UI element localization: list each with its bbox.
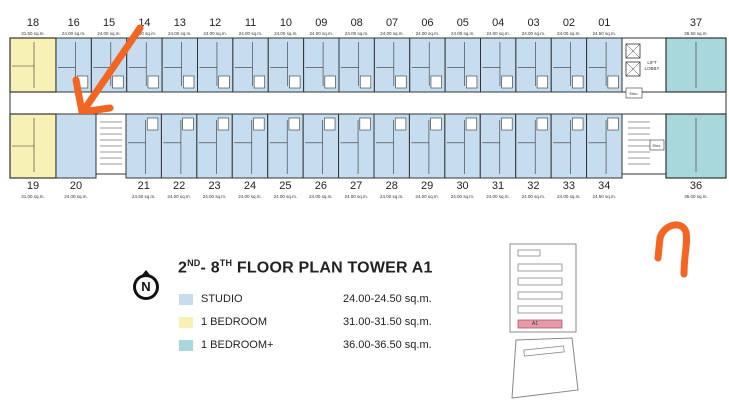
bathroom (289, 118, 300, 130)
unit-area: 24.00 sq.m. (415, 194, 439, 199)
title-sup-1: ND (187, 258, 201, 268)
legend-area-1-bedroom: 31.00-31.50 sq.m. (343, 316, 432, 328)
unit-area: 24.00 sq.m. (274, 31, 298, 36)
bathroom (360, 76, 371, 88)
bathroom (254, 76, 265, 88)
unit-area: 24.00 sq.m. (168, 31, 192, 36)
unit-area: 24.00 sq.m. (344, 31, 369, 36)
legend-area-1-bedroom-plus: 36.00-36.50 sq.m. (343, 339, 432, 351)
legend-swatch-studio (179, 294, 193, 305)
unit-number: 02 (562, 17, 576, 29)
bathroom (502, 118, 513, 130)
unit-area: 24.00 sq.m. (238, 31, 263, 36)
unit-number: 30 (456, 180, 469, 192)
unit-number: 37 (689, 17, 703, 29)
unit-area: 24.00 sq.m. (451, 31, 475, 36)
legend-swatch-1-bedroom-plus (179, 340, 193, 351)
bathroom (537, 118, 548, 130)
unit-area: 24.00 sq.m. (521, 31, 546, 36)
bathroom (466, 76, 477, 88)
unit-area: 24.00 sq.m. (450, 194, 475, 199)
unit-number: 15 (102, 17, 116, 29)
unit-area: 31.00 sq.m. (21, 194, 45, 199)
unit-area: 24.00 sq.m. (344, 194, 369, 199)
unit-number: 32 (527, 180, 540, 192)
unit-area: 24.00 sq.m. (202, 194, 227, 199)
bathroom (572, 76, 583, 88)
legend-swatch-1-bedroom (179, 317, 193, 328)
unit-area: 24.00 sq.m. (309, 194, 333, 199)
unit-number: 05 (456, 17, 469, 29)
unit-number: 21 (137, 180, 150, 192)
legend-area-studio: 24.00-24.50 sq.m. (343, 293, 432, 305)
unit-number: 20 (69, 180, 83, 192)
site-key-plan (498, 240, 598, 400)
bathroom (395, 118, 406, 130)
north-label: N (141, 279, 151, 294)
unit-area: 24.00 sq.m. (557, 31, 581, 36)
unit-number: 10 (279, 17, 293, 29)
annotation-mark-icon (648, 214, 698, 284)
unit-number: 36 (689, 180, 703, 192)
unit-number: 12 (209, 17, 222, 29)
unit-area: 24.00 sq.m. (521, 194, 546, 199)
unit-number: 11 (244, 17, 257, 29)
unit-area: 24.00 sq.m. (61, 31, 86, 36)
bathroom (431, 76, 442, 88)
bathroom (360, 118, 371, 130)
bathroom (431, 118, 442, 130)
unit-number: 01 (598, 17, 611, 29)
bathroom (148, 76, 159, 88)
unit-area: 36.50 sq.m. (684, 31, 708, 36)
lift-label: LIFT (647, 60, 657, 65)
unit-area: 24.00 sq.m. (97, 31, 121, 36)
unit-area: 24.00 sq.m. (132, 31, 157, 36)
unit-area: 24.00 sq.m. (380, 31, 404, 36)
unit-area: 24.00 sq.m. (203, 31, 227, 36)
unit-number: 16 (67, 17, 80, 29)
unit-20 (56, 114, 96, 178)
unit-number: 09 (315, 17, 328, 29)
unit-number: 23 (208, 180, 221, 192)
bathroom (218, 118, 229, 130)
unit-number: 27 (350, 180, 363, 192)
elec-label-2: Elec. (652, 143, 662, 148)
unit-number: 07 (385, 17, 399, 29)
bathroom (608, 76, 619, 88)
unit-area: 24.50 sq.m. (131, 194, 156, 199)
unit-area: 24.00 sq.m. (379, 194, 404, 199)
site-key-highlight-a1 (518, 320, 562, 328)
unit-area: 31.50 sq.m. (21, 31, 45, 36)
site-key-a1-label: A1 (532, 321, 539, 327)
unit-area: 36.00 sq.m. (684, 194, 708, 199)
bathroom (396, 76, 407, 88)
unit-18 (10, 38, 56, 92)
bathroom (183, 118, 194, 130)
unit-number: 06 (421, 17, 434, 29)
stair-left (96, 114, 126, 174)
annotation-arrow-icon (68, 14, 148, 114)
bathroom (324, 118, 335, 130)
legend-label-1-bedroom: 1 BEDROOM (201, 316, 268, 328)
bathroom (502, 76, 513, 88)
bathroom (183, 76, 194, 88)
unit-area: 24.00 sq.m. (486, 194, 510, 199)
bathroom (147, 118, 158, 130)
unit-number: 26 (314, 180, 327, 192)
title-sup-2: TH (219, 258, 233, 268)
unit-area: 24.00 sq.m. (238, 194, 262, 199)
unit-area: 24.50 sq.m. (592, 194, 617, 199)
unit-area: 24.00 sq.m. (273, 194, 298, 199)
bathroom (325, 76, 336, 88)
unit-number: 28 (385, 180, 398, 192)
legend-label-1-bedroom-plus: 1 BEDROOM+ (201, 339, 274, 351)
unit-number: 14 (138, 17, 151, 29)
bathroom (289, 76, 300, 88)
unit-number: 31 (491, 180, 505, 192)
lift-lobby-label: LOBBY (644, 66, 660, 71)
title-dash: - 8 (200, 259, 220, 277)
page-title (178, 258, 433, 277)
unit-number: 18 (26, 17, 40, 29)
unit-area: 24.00 sq.m. (64, 194, 88, 199)
unit-area: 24.00 sq.m. (557, 194, 581, 199)
bathroom (219, 76, 230, 88)
legend-label-studio: STUDIO (201, 293, 243, 305)
bathroom (466, 118, 477, 130)
unit-area: 24.00 sq.m. (167, 194, 191, 199)
bathroom (572, 118, 583, 130)
unit-number: 33 (562, 180, 575, 192)
unit-number: 22 (173, 180, 186, 192)
unit-number: 29 (421, 180, 434, 192)
unit-number: 04 (492, 17, 505, 29)
unit-area: 24.50 sq.m. (592, 31, 617, 36)
unit-number: 34 (598, 180, 611, 192)
unit-number: 25 (279, 180, 292, 192)
unit-number: 13 (173, 17, 186, 29)
unit-number: 08 (350, 17, 363, 29)
bathroom (254, 118, 265, 130)
unit-area: 24.00 sq.m. (415, 31, 440, 36)
title-prefix: 2 (178, 259, 188, 277)
unit-area: 24.00 sq.m. (486, 31, 510, 36)
title-suffix: FLOOR PLAN TOWER A1 (232, 259, 433, 277)
elec-label: Elec. (629, 91, 639, 96)
unit-number: 19 (26, 180, 40, 192)
unit-number: 24 (243, 180, 257, 192)
unit-area: 24.00 sq.m. (309, 31, 334, 36)
bathroom (537, 76, 548, 88)
north-arrow-icon (129, 268, 163, 302)
unit-number: 03 (527, 17, 540, 29)
bathroom (608, 118, 619, 130)
